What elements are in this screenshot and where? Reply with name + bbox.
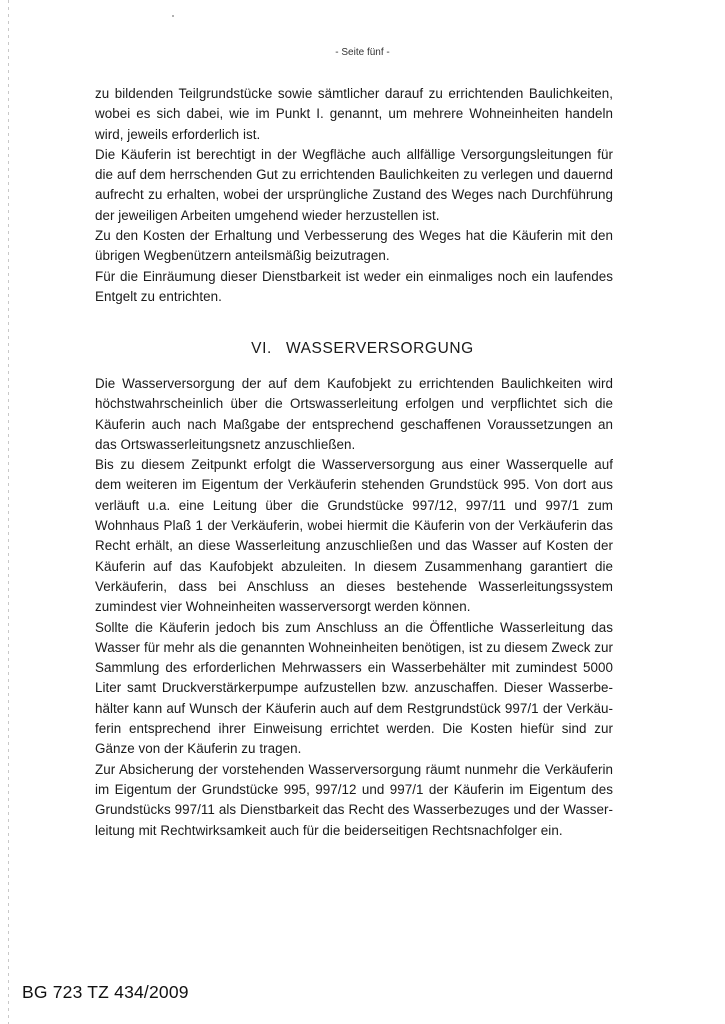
paragraph: zu bildenden Teilgrundstücke sowie sämtlicher darauf zu errichtenden Baulichkeiten, wobei es sich dabei, wie im Punkt I. genannt, um mehrere Wohneinheiten handeln wird, jeweils erforderlich ist. bbox=[95, 86, 613, 142]
section-number: VI. bbox=[251, 340, 272, 357]
court-reference-footer: BG 723 TZ 434/2009 bbox=[22, 982, 189, 1002]
paragraph: Sollte die Käuferin jedoch bis zum Anschluss an die Öffentliche Wasserleitung das Wasser für mehr als die genannten Wohneinheiten benötigen, ist zu diesem Zweck zur Sammlung des erforderlichen Mehrwassers ein Wasserbehälter mit zumindest 5000 Liter samt Druckverstärkerpumpe aufzustellen bzw. anzuschaffen. Dieser Wasserbehälter kann auf Wunsch der Käuferin auch auf dem Restgrundstück 997/1 der Verkäuferin entsprechend ihrer Einweisung errichtet werden. Die Kosten hiefür sind zur Gänze von der Käuferin zu tragen. bbox=[95, 619, 613, 757]
page-number-header: - Seite fünf - bbox=[335, 47, 390, 58]
section-heading bbox=[0, 340, 725, 358]
paragraph: Für die Einräumung dieser Dienstbarkeit ist weder ein einmaliges noch ein laufendes Entgelt zu entrichten. bbox=[95, 268, 613, 304]
scan-speck bbox=[172, 15, 174, 17]
water-supply-text-block bbox=[95, 374, 613, 841]
scan-page-edge bbox=[8, 0, 9, 1024]
paragraph: Zu den Kosten der Erhaltung und Verbesserung des Weges hat die Käuferin mit den übrigen Wegbenützern anteilsmäßig beizutragen. bbox=[95, 228, 613, 264]
paragraph: Die Wasserversorgung der auf dem Kaufobjekt zu errichtenden Baulichkeiten wird höchstwahrscheinlich über die Ortswasserleitung erfolgen und verpflichtet sich die Käuferin auch nach Maßgabe der entsprechend geschaffenen Voraussetzungen an das Ortswasserleitungsnetz anzuschließen. bbox=[95, 376, 613, 452]
paragraph: Die Käuferin ist berechtigt in der Wegfläche auch allfällige Versorgungsleitungen für die auf dem herrschenden Gut zu errichtenden Baulichkeiten zu verlegen und dauernd aufrecht zu erhalten, wobei der ursprüngliche Zustand des Weges nach Durchführung der jeweiligen Arbeiten umgehend wieder herzustellen ist. bbox=[95, 146, 613, 223]
servitude-text-block bbox=[95, 84, 613, 307]
paragraph: Zur Absicherung der vorstehenden Wasserversorgung räumt nunmehr die Verkäuferin im Eigentum der Grundstücke 995, 997/12 und 997/1 der Käuferin im Eigentum des Grundstücks 997/11 als Dienstbarkeit das Recht des Wasserbezuges und der Wasserleitung mit Rechtwirksamkeit auch für die beiderseitigen Rechtsnachfolger ein. bbox=[95, 761, 613, 838]
paragraph: Bis zu diesem Zeitpunkt erfolgt die Wasserversorgung aus einer Wasserquelle auf dem weiteren im Eigentum der Verkäuferin stehenden Grundstück 995. Von dort aus verläuft u.a. eine Leitung über die Grundstücke 997/12, 997/11 und 997/1 zum Wohnhaus Plaß 1 der Verkäuferin, wobei hiermit die Käuferin von der Verkäuferin das Recht erhält, an diese Wasserleitung anzuschließen und das Wasser auf Kosten der Käuferin auf das Kaufobjekt abzuleiten. In diesem Zusammenhang garantiert die Verkäuferin, dass bei Anschluss an dieses bestehende Wasserleitungssystem zumindest vier Wohneinheiten wasserversorgt werden können. bbox=[95, 457, 613, 615]
section-title: WASSERVERSORGUNG bbox=[285, 340, 474, 357]
